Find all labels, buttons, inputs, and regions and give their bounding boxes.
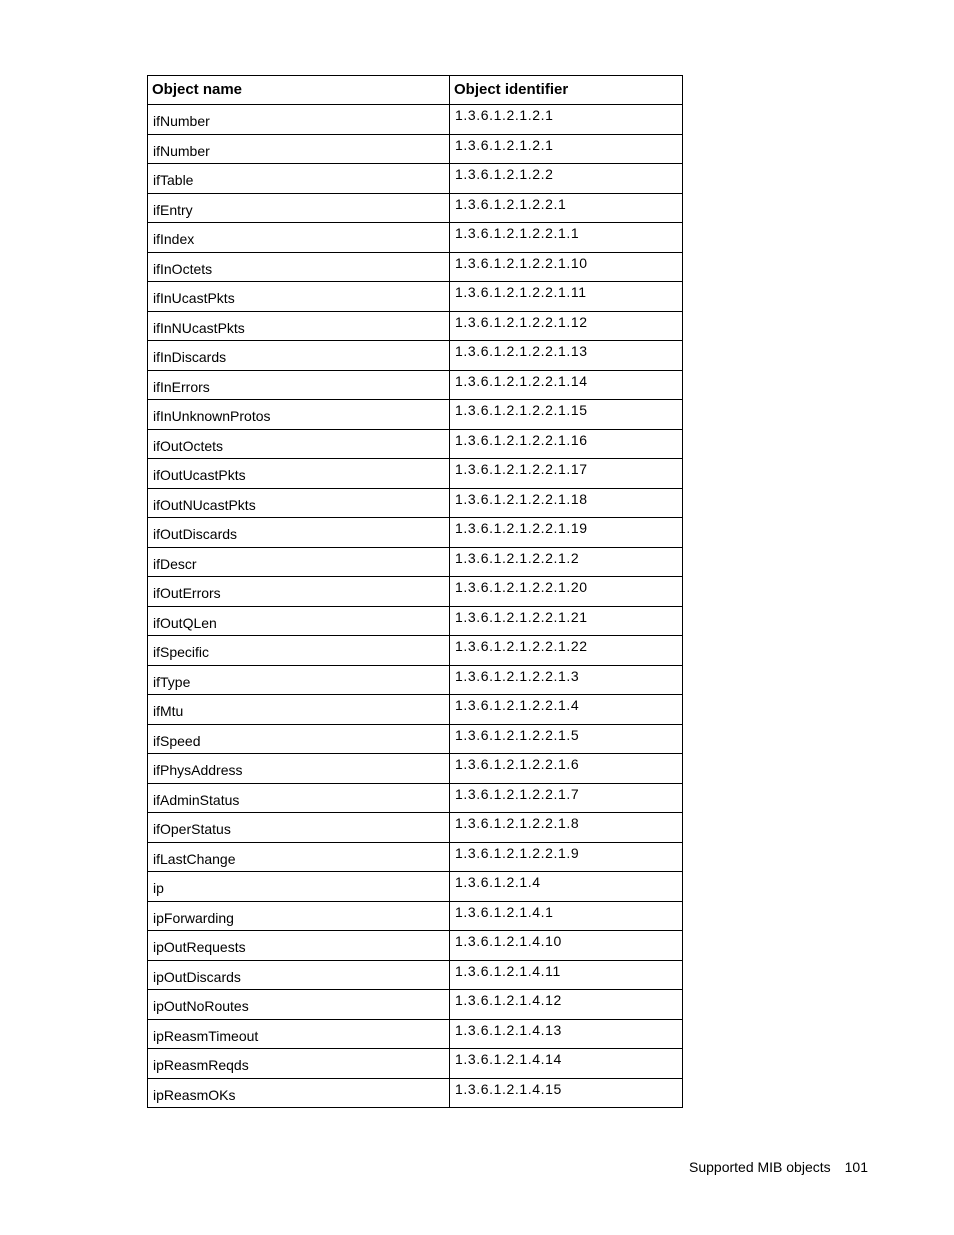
table-row [148, 842, 683, 872]
table-row [148, 665, 683, 695]
table-row [148, 400, 683, 430]
table-body [148, 105, 683, 1108]
object-name-cell: ifInUcastPkts [148, 282, 450, 312]
object-name-cell: ifMtu [148, 695, 450, 725]
table-row [148, 547, 683, 577]
table-row [148, 341, 683, 371]
object-identifier-cell: 1.3.6.1.2.1.4 [450, 872, 683, 902]
object-name-cell: ifSpeed [148, 724, 450, 754]
object-name-cell: ifInDiscards [148, 341, 450, 371]
table-row [148, 872, 683, 902]
object-identifier-cell: 1.3.6.1.2.1.2.2.1.8 [450, 813, 683, 843]
object-name-cell: ifOutUcastPkts [148, 459, 450, 489]
object-identifier-cell: 1.3.6.1.2.1.2.2.1.15 [450, 400, 683, 430]
table-row [148, 223, 683, 253]
object-identifier-cell: 1.3.6.1.2.1.2.2.1.7 [450, 783, 683, 813]
column-header-object-name: Object name [148, 76, 450, 105]
object-name-cell: ifOutErrors [148, 577, 450, 607]
object-name-cell: ifDescr [148, 547, 450, 577]
object-identifier-cell: 1.3.6.1.2.1.2.2.1.12 [450, 311, 683, 341]
object-name-cell: ipOutDiscards [148, 960, 450, 990]
object-name-cell: ifOutOctets [148, 429, 450, 459]
table-row [148, 134, 683, 164]
object-name-cell: ip [148, 872, 450, 902]
table-row [148, 518, 683, 548]
table-row [148, 105, 683, 135]
object-identifier-cell: 1.3.6.1.2.1.4.14 [450, 1049, 683, 1079]
object-identifier-cell: 1.3.6.1.2.1.2.2.1.14 [450, 370, 683, 400]
table-row [148, 754, 683, 784]
object-identifier-cell: 1.3.6.1.2.1.2.2.1.20 [450, 577, 683, 607]
object-name-cell: ifNumber [148, 134, 450, 164]
object-name-cell: ifInNUcastPkts [148, 311, 450, 341]
object-name-cell: ifInUnknownProtos [148, 400, 450, 430]
table-row [148, 1078, 683, 1108]
object-name-cell: ipOutNoRoutes [148, 990, 450, 1020]
object-identifier-cell: 1.3.6.1.2.1.2.2.1.21 [450, 606, 683, 636]
object-name-cell: ifInOctets [148, 252, 450, 282]
object-identifier-cell: 1.3.6.1.2.1.2.2 [450, 164, 683, 194]
object-identifier-cell: 1.3.6.1.2.1.2.2.1.11 [450, 282, 683, 312]
object-identifier-cell: 1.3.6.1.2.1.4.12 [450, 990, 683, 1020]
object-name-cell: ifIndex [148, 223, 450, 253]
object-name-cell: ifNumber [148, 105, 450, 135]
table-row [148, 459, 683, 489]
table-row [148, 990, 683, 1020]
table-row [148, 1049, 683, 1079]
object-name-cell: ifAdminStatus [148, 783, 450, 813]
object-identifier-cell: 1.3.6.1.2.1.4.1 [450, 901, 683, 931]
object-name-cell: ifOutQLen [148, 606, 450, 636]
object-identifier-cell: 1.3.6.1.2.1.2.2.1.3 [450, 665, 683, 695]
object-identifier-cell: 1.3.6.1.2.1.2.1 [450, 134, 683, 164]
object-identifier-cell: 1.3.6.1.2.1.4.13 [450, 1019, 683, 1049]
object-name-cell: ifEntry [148, 193, 450, 223]
object-name-cell: ipForwarding [148, 901, 450, 931]
object-identifier-cell: 1.3.6.1.2.1.2.2.1.19 [450, 518, 683, 548]
object-name-cell: ifInErrors [148, 370, 450, 400]
table-row [148, 695, 683, 725]
footer-section-title: Supported MIB objects [689, 1159, 831, 1175]
table-header [148, 76, 683, 105]
object-identifier-cell: 1.3.6.1.2.1.4.10 [450, 931, 683, 961]
object-name-cell: ifTable [148, 164, 450, 194]
table-row [148, 1019, 683, 1049]
object-identifier-cell: 1.3.6.1.2.1.2.2.1.22 [450, 636, 683, 666]
object-identifier-cell: 1.3.6.1.2.1.2.2.1.17 [450, 459, 683, 489]
object-identifier-cell: 1.3.6.1.2.1.2.2.1.4 [450, 695, 683, 725]
object-identifier-cell: 1.3.6.1.2.1.2.2.1.5 [450, 724, 683, 754]
object-identifier-cell: 1.3.6.1.2.1.2.2.1.9 [450, 842, 683, 872]
object-name-cell: ifLastChange [148, 842, 450, 872]
table-row [148, 813, 683, 843]
page-number: 101 [844, 1159, 868, 1175]
table-row [148, 164, 683, 194]
object-name-cell: ifSpecific [148, 636, 450, 666]
object-name-cell: ifOutDiscards [148, 518, 450, 548]
column-header-object-identifier: Object identifier [450, 76, 683, 105]
mib-objects-table [147, 75, 683, 1108]
object-name-cell: ipReasmOKs [148, 1078, 450, 1108]
object-name-cell: ifOperStatus [148, 813, 450, 843]
object-identifier-cell: 1.3.6.1.2.1.2.2.1 [450, 193, 683, 223]
object-name-cell: ipReasmTimeout [148, 1019, 450, 1049]
table-row [148, 724, 683, 754]
object-identifier-cell: 1.3.6.1.2.1.2.2.1.18 [450, 488, 683, 518]
object-name-cell: ifType [148, 665, 450, 695]
object-identifier-cell: 1.3.6.1.2.1.2.1 [450, 105, 683, 135]
object-name-cell: ifPhysAddress [148, 754, 450, 784]
page-footer [689, 1159, 868, 1175]
table-row [148, 577, 683, 607]
object-identifier-cell: 1.3.6.1.2.1.4.15 [450, 1078, 683, 1108]
object-identifier-cell: 1.3.6.1.2.1.2.2.1.1 [450, 223, 683, 253]
table-row [148, 931, 683, 961]
table-row [148, 960, 683, 990]
table-row [148, 370, 683, 400]
table-row [148, 429, 683, 459]
object-identifier-cell: 1.3.6.1.2.1.4.11 [450, 960, 683, 990]
object-name-cell: ipOutRequests [148, 931, 450, 961]
object-name-cell: ifOutNUcastPkts [148, 488, 450, 518]
table-row [148, 311, 683, 341]
header-row [148, 76, 683, 105]
object-identifier-cell: 1.3.6.1.2.1.2.2.1.13 [450, 341, 683, 371]
object-name-cell: ipReasmReqds [148, 1049, 450, 1079]
object-identifier-cell: 1.3.6.1.2.1.2.2.1.16 [450, 429, 683, 459]
table-row [148, 636, 683, 666]
table-row [148, 783, 683, 813]
table-row [148, 282, 683, 312]
table-row [148, 193, 683, 223]
table-row [148, 901, 683, 931]
object-identifier-cell: 1.3.6.1.2.1.2.2.1.2 [450, 547, 683, 577]
table-row [148, 488, 683, 518]
object-identifier-cell: 1.3.6.1.2.1.2.2.1.10 [450, 252, 683, 282]
object-identifier-cell: 1.3.6.1.2.1.2.2.1.6 [450, 754, 683, 784]
table-row [148, 606, 683, 636]
table-row [148, 252, 683, 282]
